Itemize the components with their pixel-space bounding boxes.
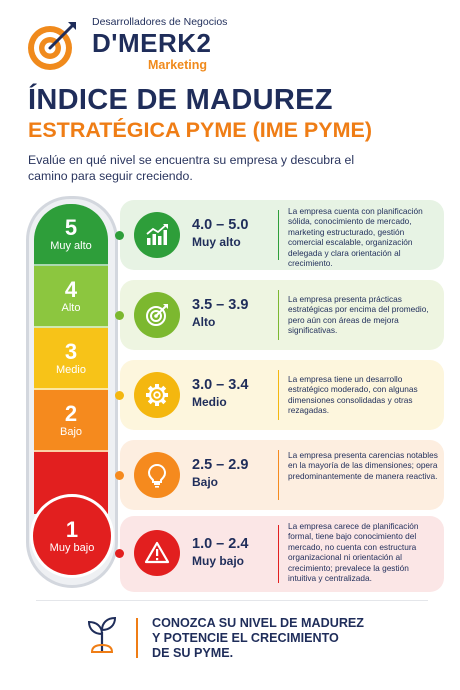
level-label: Bajo [192, 475, 219, 489]
thermo-segment-4 [34, 266, 108, 328]
footer-line-1: CONOZCA SU NIVEL DE MADUREZ [152, 616, 365, 630]
level-card-medio [120, 360, 444, 430]
icon-badge [134, 530, 180, 576]
brand-tagline: Desarrolladores de Negocios [92, 16, 228, 28]
page-subtitle: ESTRATÉGICA PYME (IME PYME) [28, 118, 373, 142]
sprout-icon [84, 614, 120, 656]
icon-badge [134, 292, 180, 338]
level-range: 2.5 – 2.9 [192, 457, 249, 473]
level-label: Medio [192, 395, 227, 409]
growth-chart-icon [144, 222, 170, 248]
page-title: ÍNDICE DE MADUREZ [28, 84, 333, 116]
thermometer-tube [34, 204, 108, 514]
connector-dot [115, 391, 124, 400]
thermo-bulb [30, 494, 114, 578]
connector-dot [115, 549, 124, 558]
intro-text: Evalúe en qué nivel se encuentra su empresa y descubra el camino para seguir creciendo. [28, 153, 355, 183]
card-divider [278, 290, 279, 340]
brand-logo [26, 12, 226, 74]
thermo-number: 5 [64, 214, 78, 240]
level-description: La empresa cuenta con planificación sólida, conocimiento de mercado, marketing estructurado, gestión comercial escalable, organización delegada y clara orientación al crecimiento. [288, 206, 423, 269]
brand-name: D'MERK2 [92, 28, 212, 58]
footer-line-3: DE SU PYME. [152, 646, 234, 660]
footer-line-2: Y POTENCIE EL CRECIMIENTO [152, 631, 339, 645]
icon-badge [134, 212, 180, 258]
thermo-number: 4 [64, 276, 78, 302]
level-label: Muy bajo [192, 554, 245, 568]
level-card-alto [120, 280, 444, 350]
icon-badge [134, 452, 180, 498]
level-range: 4.0 – 5.0 [192, 217, 249, 233]
warning-icon [144, 540, 170, 566]
thermo-label: Bajo [59, 425, 83, 438]
level-card-muy-bajo [120, 516, 444, 592]
icon-badge [134, 372, 180, 418]
thermo-segment-2 [34, 390, 108, 452]
level-label: Muy alto [192, 235, 241, 249]
thermo-segment-5 [34, 204, 108, 266]
level-range: 3.5 – 3.9 [192, 297, 249, 313]
thermo-number: 3 [64, 338, 78, 364]
target-arrow-icon [26, 20, 78, 72]
level-range: 3.0 – 3.4 [192, 377, 249, 393]
level-description: La empresa presenta carencias notables en la mayoría de las dimensiones; opera predominantemente de manera reactiva. [288, 450, 438, 481]
footer-divider [36, 600, 428, 601]
gear-icon [144, 382, 170, 408]
thermo-label: Alto [61, 301, 81, 314]
card-divider [278, 450, 279, 500]
thermo-segment-3 [34, 328, 108, 390]
thermo-number: 2 [64, 400, 78, 426]
card-divider [278, 370, 279, 420]
level-description: La empresa tiene un desarrollo estratégico moderado, con algunas dimensiones consolidadas y otras rezagadas. [288, 374, 418, 416]
connector-dot [115, 231, 124, 240]
thermo-label: Muy bajo [49, 541, 95, 554]
thermo-label: Muy alto [50, 239, 92, 252]
level-card-bajo [120, 440, 444, 510]
card-divider [278, 210, 279, 260]
brand-sub: Marketing [148, 58, 208, 72]
footer-accent-bar [136, 618, 138, 658]
thermo-label: Medio [56, 363, 86, 376]
level-card-muy-alto [120, 200, 444, 270]
connector-dot [115, 471, 124, 480]
level-label: Alto [192, 315, 216, 329]
footer-cta [152, 616, 364, 661]
level-description: La empresa presenta prácticas estratégicas por encima del promedio, pero aún con áreas de mejora significativas. [288, 294, 429, 336]
lightbulb-icon [144, 462, 170, 488]
card-divider [278, 525, 279, 583]
thermo-number: 1 [65, 516, 79, 542]
level-range: 1.0 – 2.4 [192, 536, 249, 552]
target-icon [144, 302, 170, 328]
connector-dot [115, 311, 124, 320]
level-description: La empresa carece de planificación formal, tiene bajo conocimiento del mercado, no cuenta con estructura organizacional ni orientación al crecimiento; prevalece la gestión intuitiva y centralizada. [288, 521, 419, 584]
